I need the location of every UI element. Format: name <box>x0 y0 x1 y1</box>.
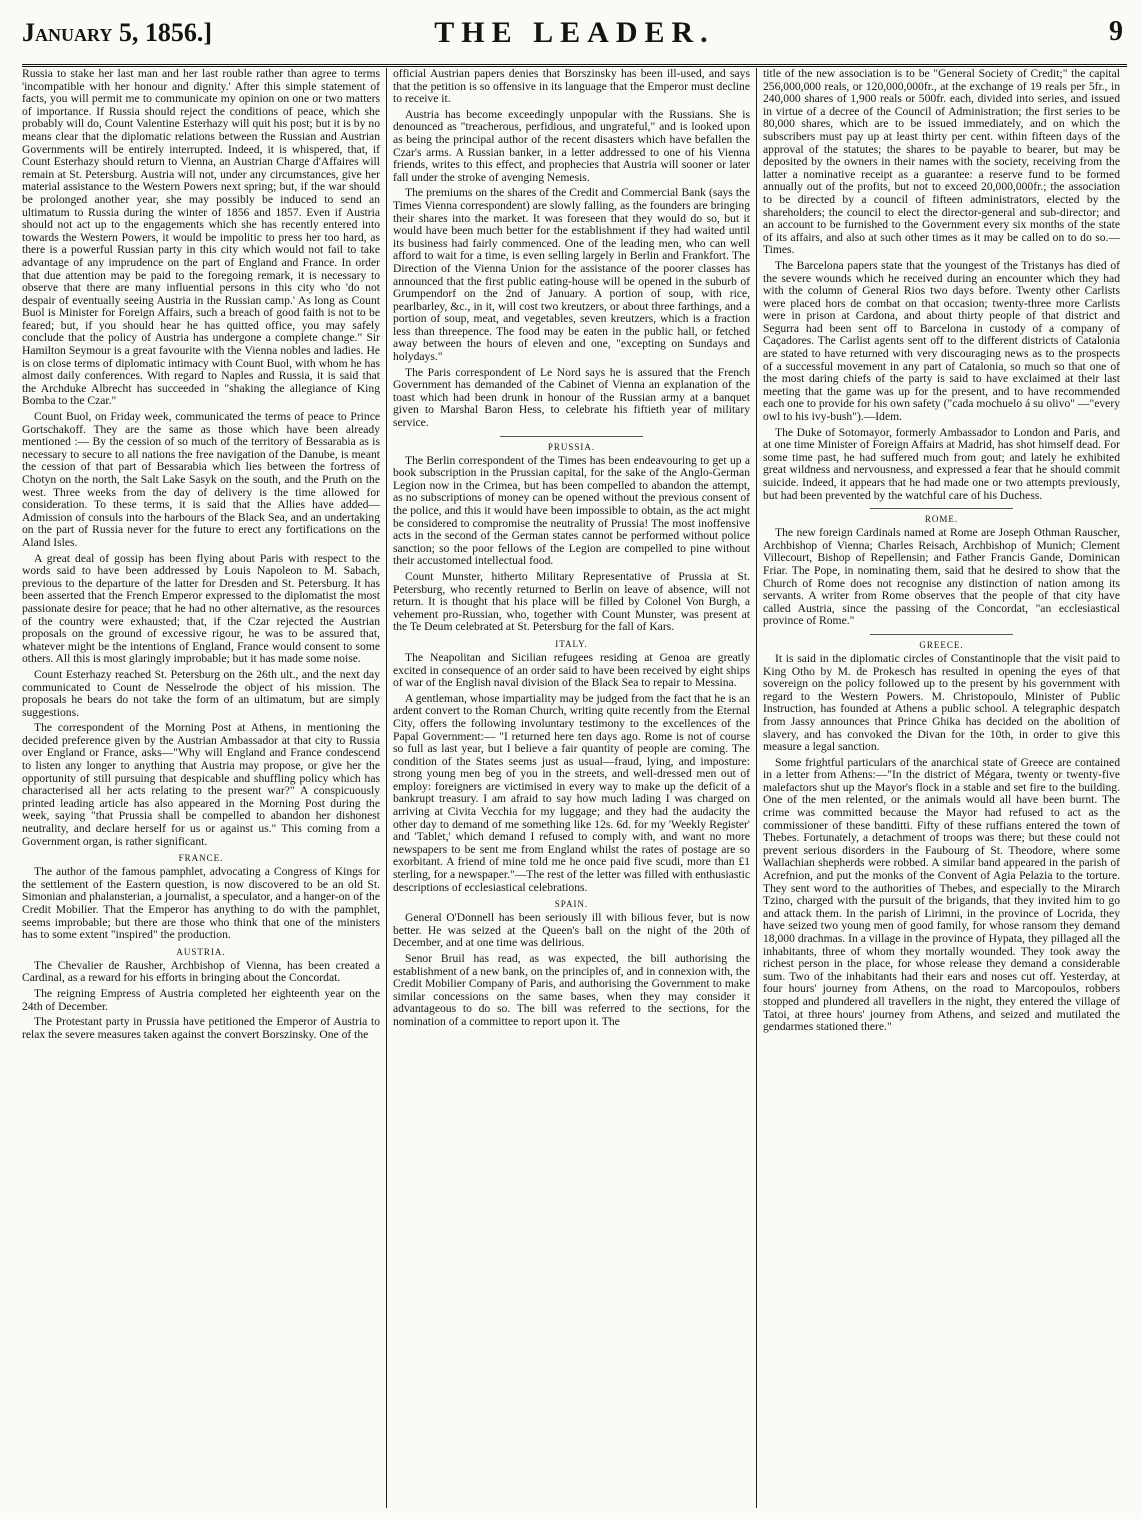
section-heading-italy: ITALY. <box>555 638 588 649</box>
article-columns <box>16 68 1128 1508</box>
paragraph: Some frightful particulars of the anarchical state of Greece are contained in a letter from Athens:—"In the district of Mégara, twenty or twenty-five malefactors shut up the Mayor's flock in a stable and set fire to the building. One of the men relented, or the animals would all have been burnt. The crime was committed because the Mayor had refused to act as the commissioner of these banditti. Fifty of these ruffians entered the town of Thebes. Fortunately, a detachment of troops was there; but these could not prevent serious disorders in the Faubourg of St. Theodore, where some Wallachian shepherds were robbed. A similar band appeared in the parish of Acrefnion, and put the monks of the Convent of Agia Pelazia to the torture. They sent word to the authorities of Thebes, and especially to the Mirarch Tzino, charged with the pursuit of the brigands, that they invited him to go and attack them. In the parish of Lirimni, in the province of Locrida, they have seized two young men of good family, for whose ransom they demand 18,000 drachmas. In a village in the province of Hypata, they pillaged all the inhabitants, three of whom they mortally wounded. They took away the richest person in the place, for whose release they demand a considerable sum. Two of the inhabitants had their ears and noses cut off. Yesterday, at four hours' journey from Athens, on the road to Marcopoulos, robbers stopped and plundered all travellers in the night, they entered the village of Tatoi, at three hours' journey from Athens, and seized and mutilated the gendarmes stationed there." <box>763 755 1120 1034</box>
issue-date: January 5, 1856.] <box>22 18 213 47</box>
paragraph: The premiums on the shares of the Credit and Commercial Bank (says the Times Vienna correspondent) are slowly falling, as the founders are bringing their shares into the market. It was foreseen that they would do so, but it would have been much better for the establishment if they had waited until its business had fairly commenced. One of the leading men, who can well afford to wait for a time, is even selling largely in Berlin and Frankfort. The Direction of the Vienna Union for the assistance of the poorer classes has announced that the first public eating-house will be opened in the suburb of Grumpendorf on the 2nd of January. A portion of soup, with rice, pearlbarley, &c., in it, will cost two kreutzers, or about three farthings, and a portion of soup, meat, and vegetables, seven kreutzers, which is a fraction less than threepence. The food may be eaten in the public hall, or fetched away between the hours of eleven and one, "excepting on Sundays and holydays." <box>393 186 750 364</box>
paragraph: Senor Bruil has read, as was expected, the bill authorising the establishment of a new bank, on the principles of, and in connexion with, the Credit Mobilier Company of Paris, and authorising the Government to make similar concessions on the same bases, when they may consider it advantageous to do so. The bill was referred to the sections, for the nomination of a committee to report upon it. The <box>393 952 750 1028</box>
paragraph: The Duke of Sotomayor, formerly Ambassador to London and Paris, and at one time Minister of Foreign Affairs at Madrid, has shot himself dead. For some time past, he had suffered much from gout; and lately he exhibited great wildness and nervousness, and expressed a fear that he should commit suicide. Indeed, it appears that he had made one or two attempts previously, but had been prevented by the watchful care of his Duchess. <box>763 425 1120 502</box>
section-heading-spain: SPAIN. <box>554 899 589 910</box>
section-heading-france: FRANCE. <box>178 853 224 864</box>
paragraph: It is said in the diplomatic circles of Constantinople that the visit paid to King Otho by M. de Prokesch has resulted in opening the eyes of that sovereign on the policy followed up to the present by his government with regard to the Western Powers. M. Christopoulo, Minister of Public Instruction, has founded at Athens a public school. A telegraphic despatch from Jassy announces that Prince Ghika has decided on the abolition of slavery, and has convoked the Divan for the 10th, in order to give this measure a legal sanction. <box>763 651 1120 754</box>
paragraph: Austria has become exceedingly unpopular with the Russians. She is denounced as "treacherous, perfidious, and ungrateful," and is looked upon as being the principal author of the recent disasters which have befallen the Czar's arms. A Russian banker, in a letter addressed to one of his Vienna friends, writes to this effect, and prophecies that Austria will sooner or later fall under the stroke of avenging Nemesis. <box>393 107 750 184</box>
paragraph: Count Munster, hitherto Military Representative of Prussia at St. Petersburg, who recently returned to Berlin on leave of absence, will not return. It is thought that his place will be filled by Colonel Von Burgh, a vehement pro-Russian, who, together with Count Munster, was present at the Te Deum celebrated at St. Petersburg for the fall of Kars. <box>393 569 750 634</box>
paragraph: A gentleman, whose impartiality may be judged from the fact that he is an ardent convert to the Roman Church, writing quite recently from the Eternal City, offers the following involuntary testimony to the excellences of the Papal Government:— "I returned here ten days ago. Rome is not of course so full as last year, but I believe a fair quantity of people are coming. The condition of the States seems just as usual—fraud, lying, and imposture: strong young men beg of you in the streets, and well-dressed men out of employ: foreigners are victimised in every way to make up the deficit of a bankrupt treasury. I am afraid to say how much lading I was charged on arriving at Civita Vecchia for my luggage; and they had the audacity the other day to demand of me something like 12s. 6d. for my 'Weekly Register' and 'Tablet,' which demand I refused to comply with, and want no more newspapers to be sent me from England whilst the rates of postage are so exorbitant. A friend of mine told me he once paid five scudi, more than £1 sterling, for a newspaper."—The rest of the letter was filled with enthusiastic descriptions of ecclesiastical celebrations. <box>393 691 750 894</box>
paragraph: Russia to stake her last man and her last rouble rather than agree to terms 'incompatible with her honour and dignity.' After this simple statement of facts, you will permit me to communicate my opinion on one or two matters of importance. If Russia should reject the conditions of peace, which she probably will do, Count Valentine Esterhazy will quit his post; but it is by no means clear that the diplomatic relations between the Russian and Austrian Governments will be entirely interrupted. Indeed, it is whispered, that, if Count Esterhazy should return to Vienna, an Austrian Charge d'Affaires will remain at St. Petersburg. Austria will not, under any circumstances, give her material assistance to the Western Powers next spring; but, if the war should be prolonged another year, she may possibly be induced to send an ultimatum to Russia during the winter of 1856 and 1857. Even if Austria should not act up to the engagements which she has recently entered into towards the Western Powers, it would be impolitic to press her too hard, as there is a powerful Russian party in this city which would not fail to take advantage of any imprudence on the part of England and France. In order that due attention may be paid to the foregoing remark, it is necessary to observe that there are many influential persons in this city who 'do not despair of eventually seeing Austria in the Russian camp.' As long as Count Buol is Minister for Foreign Affairs, such a breach of good faith is not to be feared; but, if you should hear he has quitted office, you may safely conclude that the policy of Austria has undergone a complete change." Sir Hamilton Seymour is a great favourite with the Vienna nobles and ladies. He is on close terms of diplomatic intimacy with Count Buol, with whom he has almost daily conferences. With regard to Naples and Russia, it is said that the Archduke Albrecht has succeeded in "shaking the allegiance of King Bomba to the Czar." <box>22 68 380 408</box>
paragraph: official Austrian papers denies that Borszinsky has been ill-used, and says that the petition is so offensive in its language that the Emperor must decline to receive it. <box>393 68 750 106</box>
paragraph: The reigning Empress of Austria completed her eighteenth year on the 24th of December. <box>22 986 380 1013</box>
paragraph: The Chevalier de Rausher, Archbishop of Vienna, has been created a Cardinal, as a reward for his efforts in bringing about the Concordat. <box>22 958 380 985</box>
paragraph: A great deal of gossip has been flying about Paris with respect to the words said to have been addressed by Louis Napoleon to M. Sabach, previous to the departure of the latter for Dresden and St. Petersburg. It has been asserted that the French Emperor expressed to the diplomatist the most passionate desire for peace; that he had no other alternative, as the resources of the country were exhausted; that, if the Czar rejected the Austrian proposals on the ground of excessive rigour, he was to be assured that, whatever might be the intentions of England, France would consent to some others. All this is most glaringly improbable; but it has made some noise. <box>22 551 380 666</box>
paragraph: Count Esterhazy reached St. Petersburg on the 26th ult., and the next day communicated to Count de Nesselrode the object of his mission. The proposals he bears do not take the form of an ultimatum, but are simply suggestions. <box>22 667 380 719</box>
section-heading-austria: AUSTRIA. <box>176 946 226 957</box>
column-2 <box>386 68 756 1508</box>
paragraph: The correspondent of the Morning Post at Athens, in mentioning the decided preference given by the Austrian Ambassador at that city to Russia over England or France, asks—"Why will England and France condescend to listen any longer to anything that Austria may propose, or give her the opportunity of still pursuing that despicable and shuffling policy which has characterised all her acts relating to the present war?" A conspicuously printed leading article has also appeared in the Morning Post during the week, saying "that Prussia shall be compelled to abandon her dishonest neutrality, and declare herself for us or against us." This coming from a Government organ, is rather significant. <box>22 721 380 848</box>
column-3 <box>756 68 1126 1508</box>
paragraph: The Neapolitan and Sicilian refugees residing at Genoa are greatly excited in consequence of an order said to have been received by eight ships of war of the English naval division of the Black Sea to repair to Messina. <box>393 650 750 690</box>
page-number: 9 <box>1109 16 1123 47</box>
paragraph: The Paris correspondent of Le Nord says he is assured that the French Government has demanded of the Cabinet of Vienna an explanation of the toast which had been drunk in honour of the Russian army at a banquet given to Marshal Baron Hess, to celebrate his fiftieth year of military service. <box>393 365 750 430</box>
section-heading-prussia: PRUSSIA. <box>547 441 596 452</box>
section-heading-greece: GREECE. <box>919 639 964 650</box>
paragraph: The Barcelona papers state that the youngest of the Tristanys has died of the severe wounds which he received during an encounter which they had with the column of General Rios two days before. Twenty other Carlists were placed hors de combat on that occasion; twenty-three more Carlists were in prison at Cardona, and about thirty people of that district and Segurra had been sent off to Barcelona in custody of a company of Caçadores. The Carlist agents sent off to the different districts of Catalonia are stated to have returned with very discouraging news as to the prospects of a successful movement in any part of Catalonia, so much so that one of the most daring chiefs of the party is said to have exclaimed at their last meeting that the game was up for the present, and to have recommended each one to provide for his own safety ("cada mochuelo á su olivo" —"every owl to his ivy-bush").—Idem. <box>763 258 1120 424</box>
section-divider <box>870 508 1013 509</box>
paragraph: Count Buol, on Friday week, communicated the terms of peace to Prince Gortschakoff. They are the same as those which have been already mentioned :— By the cession of so much of the territory of Bessarabia as is necessary to secure to all nations the free navigation of the Danube, is meant the cession of that part of Bessarabia which lies between the fortress of Chotyn on the north, the Salt Lake Sasyk on the south, and the Pruth on the west. Three weeks from the day of delivery is the time allowed for consideration. To these terms, it is said that the Allies have added—Admission of consuls into the harbours of the Black Sea, and an undertaking on the part of Russia never for the future to erect any fortifications on the Aland Isles. <box>22 410 380 549</box>
paragraph: The new foreign Cardinals named at Rome are Joseph Othman Rauscher, Archbishop of Vienna; Charles Reisach, Archbishop of Munich; Clement Villecourt, Bishop of Repellensin; and Father Francis Gande, Dominican Friar. The Pope, in nominating them, said that he desired to show that the Church of Rome does not recognise any distinction of nation among its servants. A writer from Rome observes that the people of that city have called Austria, since the passing of the Concordat, "an ecclesiastical province of Rome." <box>763 526 1120 628</box>
paragraph: title of the new association is to be "General Society of Credit;" the capital 256,000,000 reals, or 120,000,000fr., at the exchange of 19 reals per 5fr., in 240,000 shares of 1,900 reals or 500fr. each, divided into series, and issued in virtue of a decree of the Council of Administration; the first series to be 80,000 shares, which are to be issued immediately, and on which the subscribers must pay up at least thirty per cent. within fifteen days of the approval of the statutes; the shares to be payable to bearer, but may be deposited by the owners in their names with the society, receiving from the latter a nominative receipt as a guarantee: a reserve fund to be formed annually out of the profits, but not to exceed 20,000,000fr.; the association to be directed by a council of fifteen administrators, elected by the shareholders; the council to elect the director-general and sub-director; and an account to be furnished to the Government every six months of the state of its affairs, and also at such other times as it may be called on to do so.—Times. <box>763 68 1120 257</box>
section-divider <box>870 634 1013 635</box>
section-heading-rome: ROME. <box>924 514 959 525</box>
paragraph: General O'Donnell has been seriously ill with bilious fever, but is now better. He was seized at the Queen's ball on the night of the 20th of December, and at one time was delirious. <box>393 911 750 950</box>
newspaper-title: THE LEADER. <box>434 16 715 49</box>
paragraph: The Protestant party in Prussia have petitioned the Emperor of Austria to relax the severe measures taken against the convert Borszinsky. One of the <box>22 1015 380 1041</box>
section-divider <box>500 436 643 437</box>
column-1 <box>16 68 386 1508</box>
masthead <box>22 6 1127 67</box>
paragraph: The author of the famous pamphlet, advocating a Congress of Kings for the settlement of the Eastern question, is now discovered to be an old St. Simonian and phalansterian, a journalist, a speculator, and a hanger-on of the Credit Mobilier. That the Emperor has anything to do with the pamphlet, seems improbable; but there are those who think that one of the ministers has to some extent "inspired" the production. <box>22 865 380 942</box>
paragraph: The Berlin correspondent of the Times has been endeavouring to get up a book subscription in the Prussian capital, for the sake of the Anglo-German Legion now in the Crimea, but has been compelled to abandon the attempt, as no subscriptions of money can be opened without the previous consent of the police, and this it would have been impossible to obtain, as the act might be considered to compromise the neutrality of Prussia! The most inoffensive acts in the second of the German states cannot be performed without police sanction; so the poor fellows of the Legion are compelled to pine without their accustomed intellectual food. <box>393 453 750 568</box>
